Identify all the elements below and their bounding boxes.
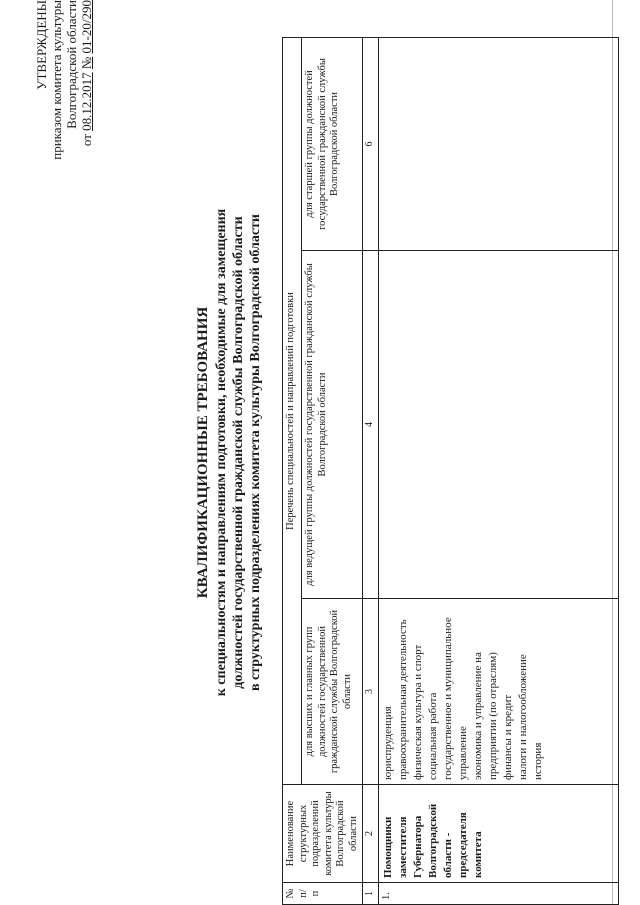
specialty-item: экономика и управление на предприятии (по отраслям) bbox=[471, 652, 499, 780]
requirements-table bbox=[282, 37, 619, 905]
approval-line4 bbox=[79, 0, 94, 260]
colnum-4: 4 bbox=[363, 251, 379, 599]
approval-stamp bbox=[34, 0, 94, 260]
specialty-item: юриспруденция bbox=[381, 706, 394, 780]
header-col6: для старшей группы должностей государственной гражданской службы Волгоградской области bbox=[302, 37, 363, 250]
specialty-item: социальная работа bbox=[426, 692, 439, 780]
approval-line2: приказом комитета культуры bbox=[49, 0, 64, 160]
header-num: № п/п bbox=[283, 883, 363, 905]
row1-col6 bbox=[378, 37, 618, 250]
colnum-1: 1 bbox=[363, 883, 379, 905]
colnum-2: 2 bbox=[363, 785, 379, 883]
approval-line1: УТВЕРЖДЕНЫ bbox=[34, 0, 49, 90]
colnum-3: 3 bbox=[363, 599, 379, 785]
colnum-6: 6 bbox=[363, 37, 379, 250]
table-row bbox=[378, 37, 618, 904]
approval-no: № bbox=[79, 56, 94, 70]
title-line4: в структурных подразделениях комитета культуры Волгоградской области bbox=[248, 213, 263, 692]
document-title: КВАЛИФИКАЦИОННЫЕ ТРЕБОВАНИЯ bbox=[195, 306, 211, 599]
approval-date: 08.12.2017 bbox=[79, 72, 94, 131]
specialty-item: финансы и кредит bbox=[501, 694, 514, 780]
header-col4: для ведущей группы должностей государственной гражданской службы Волгоградской области bbox=[302, 251, 363, 599]
column-numbers-row bbox=[363, 37, 379, 904]
header-col3: для высших и главных групп должностей государственной гражданской службы Волгоградской области bbox=[302, 599, 363, 785]
specialty-item: история bbox=[531, 742, 544, 780]
row1-col4 bbox=[378, 251, 618, 599]
row1-specialties bbox=[378, 599, 618, 785]
header-row-2 bbox=[302, 37, 363, 904]
approval-prefix: от bbox=[79, 134, 94, 147]
header-row-1 bbox=[283, 37, 302, 904]
title-line2: к специальностям и направлениям подготовки, необходимые для замещения bbox=[214, 208, 229, 697]
approval-line3: Волгоградской области bbox=[64, 0, 79, 129]
header-name: Наименование структурных подразделений комитета культуры Волгоградской области bbox=[283, 785, 363, 883]
header-group: Перечень специальностей и направлений подготовки bbox=[283, 37, 302, 784]
specialty-item: государственное и муниципальное управление bbox=[441, 617, 469, 780]
specialty-item: физическая культура и спорт bbox=[411, 644, 424, 780]
row1-name: Помощники заместителя Губернатора Волгоградской области - председателя комитета bbox=[378, 785, 618, 883]
specialty-item: правоохранительная деятельность bbox=[396, 619, 409, 780]
title-line3: должностей государственной гражданской службы Волгоградской области bbox=[231, 216, 246, 689]
row1-num: 1. bbox=[378, 883, 618, 905]
specialty-item: налоги и налогообложение bbox=[516, 654, 529, 780]
approval-number: 01-20/290 bbox=[79, 0, 94, 54]
